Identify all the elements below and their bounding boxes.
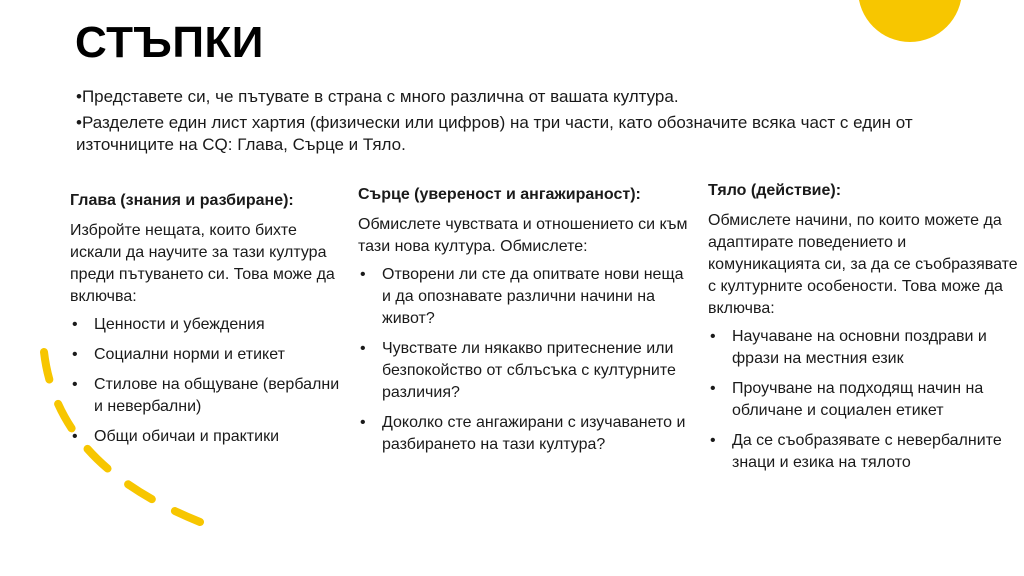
list-item: • Чувствате ли някакво притеснение или безпокойство от сблъсъка с културните различия?	[358, 338, 693, 404]
column-heart	[358, 184, 693, 464]
column-heading: Глава (знания и разбиране):	[70, 192, 294, 209]
list-item: • Доколко сте ангажирани с изучаването и разбирането на тази култура?	[358, 412, 693, 456]
intro-line-1: •Представете си, че пътувате в страна с много различна от вашата култура.	[76, 87, 679, 106]
list-item: • Да се съобразявате с невербалните знаци и езика на тялото	[708, 430, 1018, 474]
column-heading: Тяло (действие):	[708, 182, 842, 199]
column-list	[358, 264, 693, 456]
list-item: • Стилове на общуване (вербални и невербални)	[70, 374, 345, 418]
list-item: • Научаване на основни поздрави и фрази на местния език	[708, 326, 1018, 370]
column-list	[708, 326, 1018, 474]
column-heading: Сърце (увереност и ангажираност):	[358, 186, 641, 203]
column-head	[70, 190, 345, 456]
column-list	[70, 314, 345, 448]
column-text: Избройте нещата, които бихте искали да научите за тази култура преди пътуването си. Това може да включва:	[70, 222, 335, 305]
list-item: • Социални норми и етикет	[70, 344, 345, 366]
column-text: Обмислете чувствата и отношението си към тази нова култура. Обмислете:	[358, 216, 688, 255]
column-text: Обмислете начини, по които можете да адаптирате поведението и комуникацията си, за да се съобразявате с културните особености. Това може да включва:	[708, 212, 1018, 317]
intro-line-2: •Разделете един лист хартия (физически или цифров) на три части, като обозначите всяка част с един от източниците на CQ: Глава, Сърце и Тяло.	[76, 113, 913, 154]
list-item: • Ценности и убеждения	[70, 314, 345, 336]
column-body	[708, 180, 1018, 482]
decorative-yellow-circle	[858, 0, 962, 42]
list-item: • Отворени ли сте да опитвате нови неща и да опознавате различни начини на живот?	[358, 264, 693, 330]
list-item: • Общи обичаи и практики	[70, 426, 345, 448]
list-item: • Проучване на подходящ начин на обличане и социален етикет	[708, 378, 1018, 422]
intro-text	[76, 86, 956, 160]
page-title: СТЪПКИ	[75, 18, 264, 67]
